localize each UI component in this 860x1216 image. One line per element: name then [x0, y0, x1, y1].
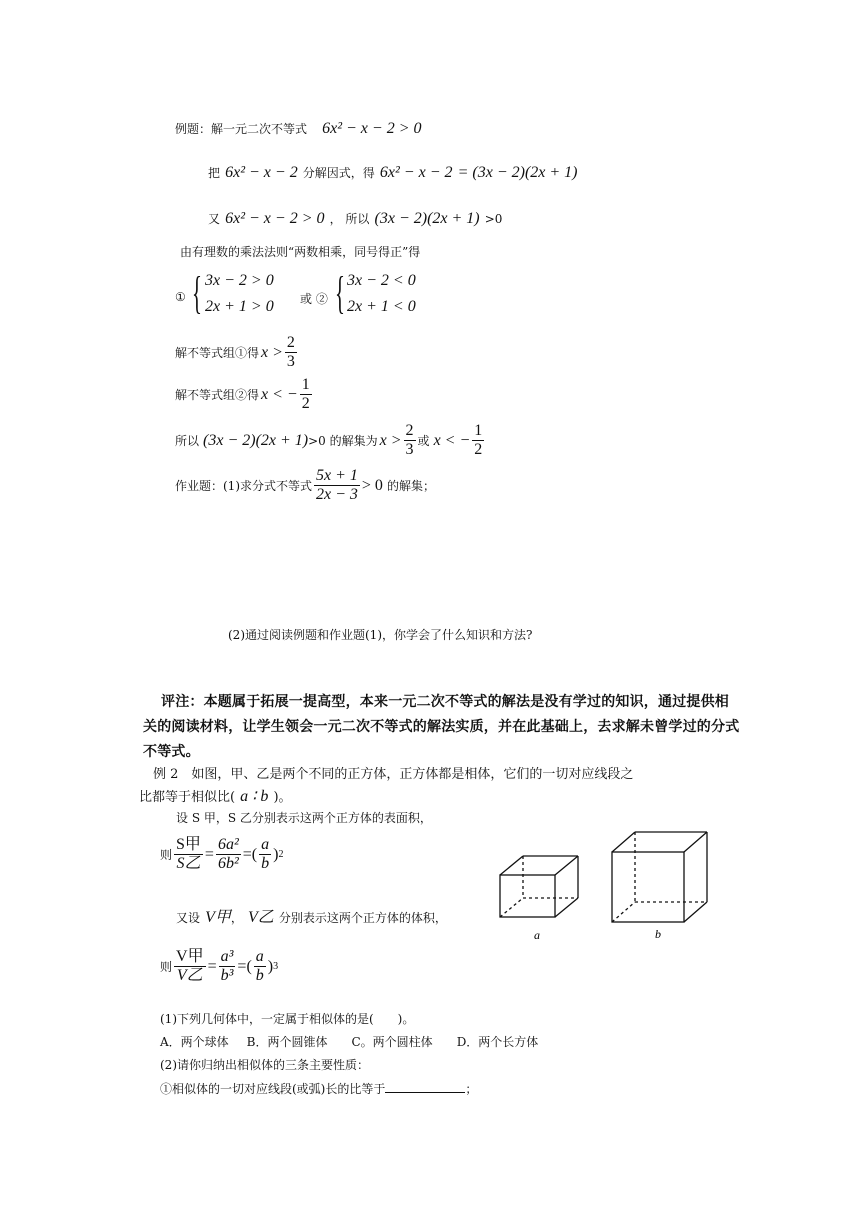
factor-expr-2: 6x² − x − 2 — [379, 164, 453, 181]
s-num: S甲 — [176, 836, 201, 853]
also-prefix: 又 — [208, 212, 221, 226]
also-suffix: >0 — [484, 212, 503, 226]
system2-line2: 2x + 1 < 0 — [347, 298, 416, 315]
eq-3: = — [207, 957, 217, 975]
conc-var-2: x < − — [433, 431, 471, 449]
hw-prefix: 作业题：(1)求分式不等式 — [175, 479, 312, 493]
ab-den-2: b — [255, 967, 264, 984]
hw-den: 2x − 3 — [316, 486, 358, 503]
cubes-figure — [490, 828, 730, 946]
also-mid: ， 所以 — [329, 212, 370, 226]
ab-ratio-1 — [259, 836, 271, 873]
v-ratio-2 — [219, 948, 236, 985]
sol1-fraction — [285, 334, 297, 371]
sol2-var: x < − — [261, 385, 298, 403]
conc-fraction-2 — [472, 422, 484, 459]
example2-line2 — [139, 786, 292, 806]
ab-den-1: b — [261, 855, 270, 872]
brace-1: { — [192, 267, 202, 318]
q2-item1-text: ①相似体的一切对应线段(或弧)长的比等于 — [160, 1082, 386, 1096]
vol-v1: V甲 — [205, 909, 231, 926]
solution-1 — [175, 334, 299, 371]
sol2-prefix: 解不等式组②得 — [175, 388, 260, 402]
vol-suffix: 分别表示这两个正方体的体积， — [278, 911, 447, 925]
eq-2: = — [242, 845, 252, 863]
vol-v2: V乙 — [248, 909, 274, 926]
sol1-den: 3 — [286, 353, 295, 370]
circle-1: ① — [175, 290, 186, 304]
question-2-item-1 — [160, 1080, 477, 1097]
or-circle-2: 或 ② — [300, 292, 328, 306]
homework-2: (2)通过阅读例题和作业题(1)，你学会了什么知识和方法? — [228, 628, 533, 642]
solution-2 — [175, 376, 314, 413]
factor-prefix: 把 — [208, 166, 221, 180]
sol1-prefix: 解不等式组①得 — [175, 346, 260, 360]
factor-result: = (3x − 2)(2x + 1) — [457, 164, 578, 181]
brace-2: { — [335, 267, 345, 318]
pow-2: 2 — [278, 849, 284, 860]
example-line — [175, 118, 422, 138]
hw-suffix: 的解集； — [386, 479, 435, 493]
sol1-num: 2 — [286, 334, 295, 351]
conc-den-1: 3 — [405, 441, 414, 458]
factor-line — [208, 162, 578, 182]
options-row — [160, 1033, 538, 1050]
also-result: (3x − 2)(2x + 1) — [374, 210, 480, 227]
option-c[interactable]: C。两个圆柱体 — [351, 1035, 433, 1049]
then-2: 则 — [160, 960, 173, 974]
cube-b-label: b — [655, 927, 661, 941]
question-1: (1)下列几何体中，一定属于相似体的是( )。 — [160, 1012, 415, 1026]
ab-ratio-2 — [254, 948, 266, 985]
conc-expr: (3x − 2)(2x + 1) — [203, 431, 309, 449]
conclusion — [175, 422, 486, 459]
cube-b — [612, 832, 707, 922]
s-ratio-2 — [216, 836, 241, 873]
option-b[interactable]: B．两个圆锥体 — [246, 1035, 328, 1049]
hw-fraction — [314, 467, 360, 504]
sol2-num: 1 — [301, 376, 310, 393]
volume-text: 又设 V甲， V乙 分别表示这两个正方体的体积， — [176, 909, 447, 926]
example-label: 例题：解一元二次不等式 — [175, 122, 308, 136]
surface-text: 设 S 甲，S 乙分别表示这两个正方体的表面积， — [176, 811, 432, 825]
ex2-line2-text: 比都等于相似比( — [139, 790, 236, 805]
surface-formula: 则 $\frac{\text{S甲}}{\text{S乙}}$ = $\frac{\text{6a²}}{\text{6b²}}$ = ( $\frac{a}{b}$ ) 2 — [160, 836, 284, 872]
homework-1 — [175, 467, 435, 504]
factor-expr: 6x² − x − 2 — [225, 164, 298, 181]
volume-formula: 则 $\frac{\text{V甲}}{\text{V乙}}$ = $\frac{\text{a³}}{\text{b³}}$ = ( $\frac{a}{b}$ ) 3 — [160, 948, 279, 984]
v-den2: b³ — [220, 967, 234, 984]
hw-gt: > 0 — [361, 476, 383, 494]
eq-1: = — [204, 845, 214, 863]
ex2-ratio: a ∶ b — [240, 788, 269, 805]
v-num: V甲 — [176, 948, 204, 965]
also-line — [208, 208, 502, 228]
ex2-line2-end: )。 — [273, 790, 292, 805]
option-d[interactable]: D．两个长方体 — [456, 1035, 539, 1049]
conc-num-2: 1 — [474, 422, 483, 439]
conc-var-1: x > — [379, 431, 402, 449]
s-den2: 6b² — [217, 855, 239, 872]
s-den: S乙 — [176, 855, 201, 872]
hw-num: 5x + 1 — [316, 467, 358, 484]
q2-item1-end: ； — [465, 1082, 478, 1096]
system1-line2: 2x + 1 > 0 — [205, 298, 274, 315]
s-ratio — [174, 836, 203, 873]
vol-prefix: 又设 — [176, 911, 201, 925]
conc-fraction-1 — [404, 422, 416, 459]
system1-line1: 3x − 2 > 0 — [205, 272, 274, 289]
cube-a — [500, 856, 578, 917]
eq-4: = — [237, 957, 247, 975]
rule-text: 由有理数的乘法法则“两数相乘，同号得正”得 — [180, 245, 421, 259]
system2-line1: 3x − 2 < 0 — [347, 272, 416, 289]
answer-blank[interactable] — [385, 1080, 465, 1093]
sol2-fraction — [300, 376, 312, 413]
question-2: (2)请你归纳出相似体的三条主要性质： — [160, 1058, 369, 1072]
main-inequality: 6x² − x − 2 > 0 — [322, 120, 422, 137]
s-num2: 6a² — [217, 836, 239, 853]
pow-3: 3 — [273, 961, 279, 972]
then-1: 则 — [160, 848, 173, 862]
conc-den-2: 2 — [474, 441, 483, 458]
option-a[interactable]: A．两个球体 — [160, 1035, 229, 1049]
ab-num-1: a — [261, 836, 270, 853]
ab-num-2: a — [255, 948, 264, 965]
v-num2: a³ — [220, 948, 234, 965]
conc-mid: >0 的解集为 — [308, 434, 378, 448]
also-expr: 6x² − x − 2 > 0 — [225, 210, 325, 227]
conc-or: 或 — [417, 434, 430, 448]
factor-mid: 分解因式，得 — [302, 166, 375, 180]
sol2-den: 2 — [301, 395, 310, 412]
conc-num-1: 2 — [405, 422, 414, 439]
comment-paragraph: 评注：本题属于拓展一提高型，本来一元二次不等式的解法是没有学过的知识，通过提供相关的阅读材料，让学生领会一元二次不等式的解法实质，并在此基础上，去求解未曾学过的分式不等式。 — [143, 694, 740, 760]
example2-line1: 例 2 如图，甲、乙是两个不同的正方体，正方体都是相体，它们的一切对应线段之 — [153, 767, 634, 782]
sol1-var: x > — [261, 343, 283, 361]
v-den: V乙 — [176, 967, 203, 984]
cube-a-label: a — [534, 928, 540, 942]
conc-prefix: 所以 — [175, 434, 200, 448]
v-ratio — [174, 948, 206, 985]
